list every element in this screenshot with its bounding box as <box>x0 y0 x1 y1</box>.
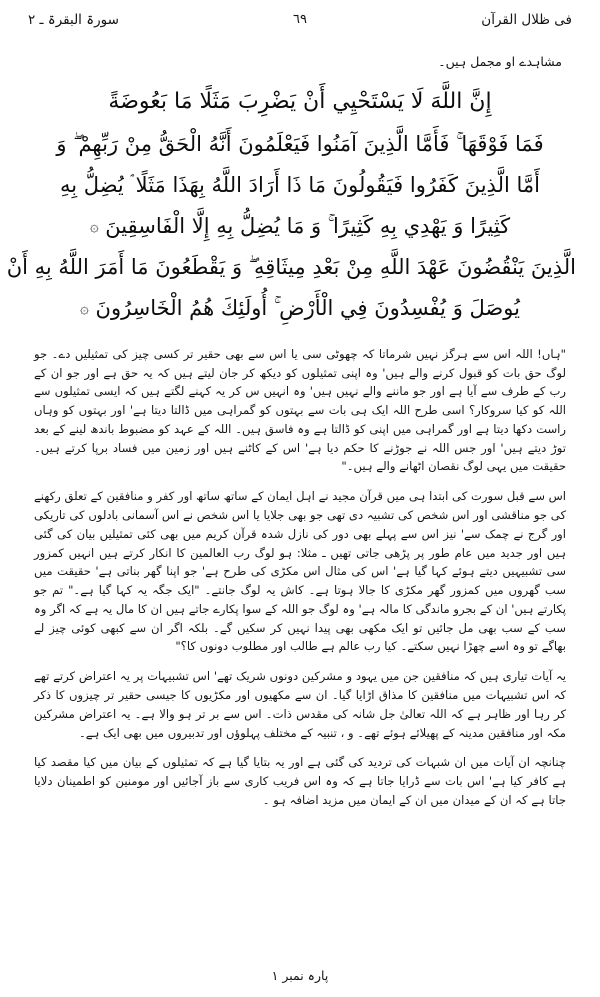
commentary-paragraph: چنانچہ ان آیات میں ان شبہات کی تردید کی گئی ہے اور یہ بتایا گیا ہے کہ تمثیلوں کے بیان میں کیا مقصد کیا ہے کافر کیا ہے' اس بات سے ڈرایا جاتا ہے کہ وہ اس فریب کاری سے باز آجائیں اور مومنین کو اطمینان دلایا جاتا ہے کہ ان کے میدان میں ان کے ایمان میں مزید اضافہ ہو ۔ <box>34 755 566 807</box>
ayah-line <box>24 288 576 329</box>
commentary-paragraph: اس سے قبل سورت کی ابتدا ہی میں قرآن مجید نے اہل ایمان کے ساتھ ساتھ اور کفر و منافقین کے تعلق رکھنے کی جو مناقشی اور اس شخص کی تشبیہ دی تھی جو بھی جلایا یا اس شخص نے اس آسمانی بادلوں کی تاریکی اور گرج نے چمک سے' نیز اس سے پہلے بھی دور کی نازل شدہ قرآن کریم میں بھی کئی تمثیلیں بیان کی گئی ہیں اور جدید میں عام طور پر پڑھی جاتی تھیں ـ مثلا: ہو لوگ رب العالمین کا انکار کرتے ہیں انہیں کمزور سی تشبیہیں دیتے ہوئے کہا گیا ہے' اس کی مثال اس مکڑی کی طرح ہے' جو اپنا گھر بناتی ہے' حقیقت میں سب گھروں میں کمزور گھر مکڑی کا جالا ہوتا ہے۔ کاش یہ لوگ جانتے۔ "ایک جگہ یہ کہا گیا ہے۔" تم جو پکارتے ہیں' ان کے بجرو ماندگی کا مالہ ہے' وہ لوگ جو اللہ کے سوا پکارے جاتے ہیں ان کا مال یہ ہے کہ اگر وہ سب کے سب بھی مل جائیں تو ایک مکھی بھی پیدا نہیں کر سکیں گے۔ بلکہ اگر ان سے کبھی کوئی چیز لے بھاگے تو وہ اسے چھڑا نہیں سکتے۔ کیا رب عالم ہے طالب اور مطلوب دونوں کا؟" <box>34 489 566 654</box>
quran-verse-block <box>6 81 576 329</box>
commentary-paragraph: "ہاں! اللہ اس سے ہرگز نہیں شرماتا کہ چھوٹی سی یا اس سے بھی حقیر تر کسی چیز کی تمثیلیں دے۔ جو لوگ حق بات کو قبول کرنے والے ہیں' وہ اپنی تمثیلوں کو دیکھ کر جان لیتے ہیں کہ یہ حق ہے اور جو ان کے رب کے طرف سے آیا ہے اور جو ماننے والے نہیں ہیں' وہ انہیں س کر یہ کہنے لگتے ہیں کہ ایسی تمثیلوں سے اللہ کو کیا سروکار؟ اسی طرح اللہ ایک ہی بات سے بہتوں کو گمراہی میں ڈالتا دیتا ہے' اور بہتوں کو وہاں راست دکھا دیتا ہے اور گمراہی میں اپنی کو ڈالتا ہے وہ فاسق ہیں۔ اللہ کے عہد کو مضبوط باندھ لینے کے بعد توڑ دیتے ہیں' اور جس اللہ نے جوڑنے کا حکم دیا ہے' اس کے کاٹنے ہیں اور زمین میں فساد برپا کرتے ہیں۔ حقیقت میں یہی لوگ نقصان اٹھانے والے ہیں۔" <box>34 346 566 474</box>
page-header <box>24 10 576 28</box>
ayah-line <box>24 206 576 247</box>
page-number: ٦٩ <box>293 12 307 27</box>
book-title: فی ظلال القرآن <box>481 12 572 28</box>
commentary-paragraph: یہ آیات تیاری ہیں کہ منافقین جن میں یہود و مشرکین دونوں شریک تھے' اس تشبیہات پر یہ اعتراض کرتے تھے کہ اس تشبیہات میں منافقین کا مذاق اڑایا گیا۔ ان سے مکھیوں اور مکڑیوں کا جیسی حقیر تر چیزوں کا ذکر کر رہا اور ظاہر ہے کہ اللہ تعالیٰ جل شانہ کی مقدس ذات۔ اس سے بر تر ہو والا ہے۔ یہ اعتراض مشرکین مکہ اور منافقین مدینہ کے پھیلائے ہوئے تھے۔ و ، تنبیہ کے مختلف پہلوؤں اور تدبیروں میں بھی ایک ہے۔ <box>34 669 566 740</box>
surah-title: سورۃ البقرۃ ـ ٢ <box>28 12 119 28</box>
page-footer: پارہ نمبر ١ <box>271 968 329 983</box>
ayah-text: يُوصَلَ وَ يُفْسِدُونَ فِي الْأَرْضِ ۚ أُولَئِكَ هُمُ الْخَاسِرُونَ <box>95 295 520 320</box>
ayah-line: الَّذِينَ يَنْقُضُونَ عَهْدَ اللَّهِ مِنْ بَعْدِ مِيثَاقِهِ ۖ وَ يَقْطَعُونَ مَا أَمَرَ اللَّهُ بِهِ أَنْ <box>6 254 576 279</box>
commentary-body <box>24 345 576 810</box>
intro-line: مشاہدے او مجمل ہیں۔ <box>438 54 562 70</box>
ayah-number-marker: ۞ <box>89 216 99 235</box>
ayah-line: إِنَّ اللَّهَ لَا يَسْتَحْيِي أَنْ يَضْرِبَ مَثَلًا مَا بَعُوضَةً <box>108 89 492 115</box>
ayah-text: كَثِيرًا وَ يَهْدِي بِهِ كَثِيرًا ۚ وَ مَا يُضِلُّ بِهِ إِلَّا الْفَاسِقِينَ <box>105 213 511 238</box>
ayah-line: فَمَا فَوْقَهَا ۚ فَأَمَّا الَّذِينَ آمَنُوا فَيَعْلَمُونَ أَنَّهُ الْحَقُّ مِنْ رَبِّهِمْ ۖ وَ <box>56 132 544 157</box>
ayah-line: أَمَّا الَّذِينَ كَفَرُوا فَيَقُولُونَ مَا ذَا أَرَادَ اللَّهُ بِهَذَا مَثَلًا ۘ يُضِلُّ بِهِ <box>60 173 540 198</box>
ayah-number-marker: ۞ <box>80 298 89 317</box>
